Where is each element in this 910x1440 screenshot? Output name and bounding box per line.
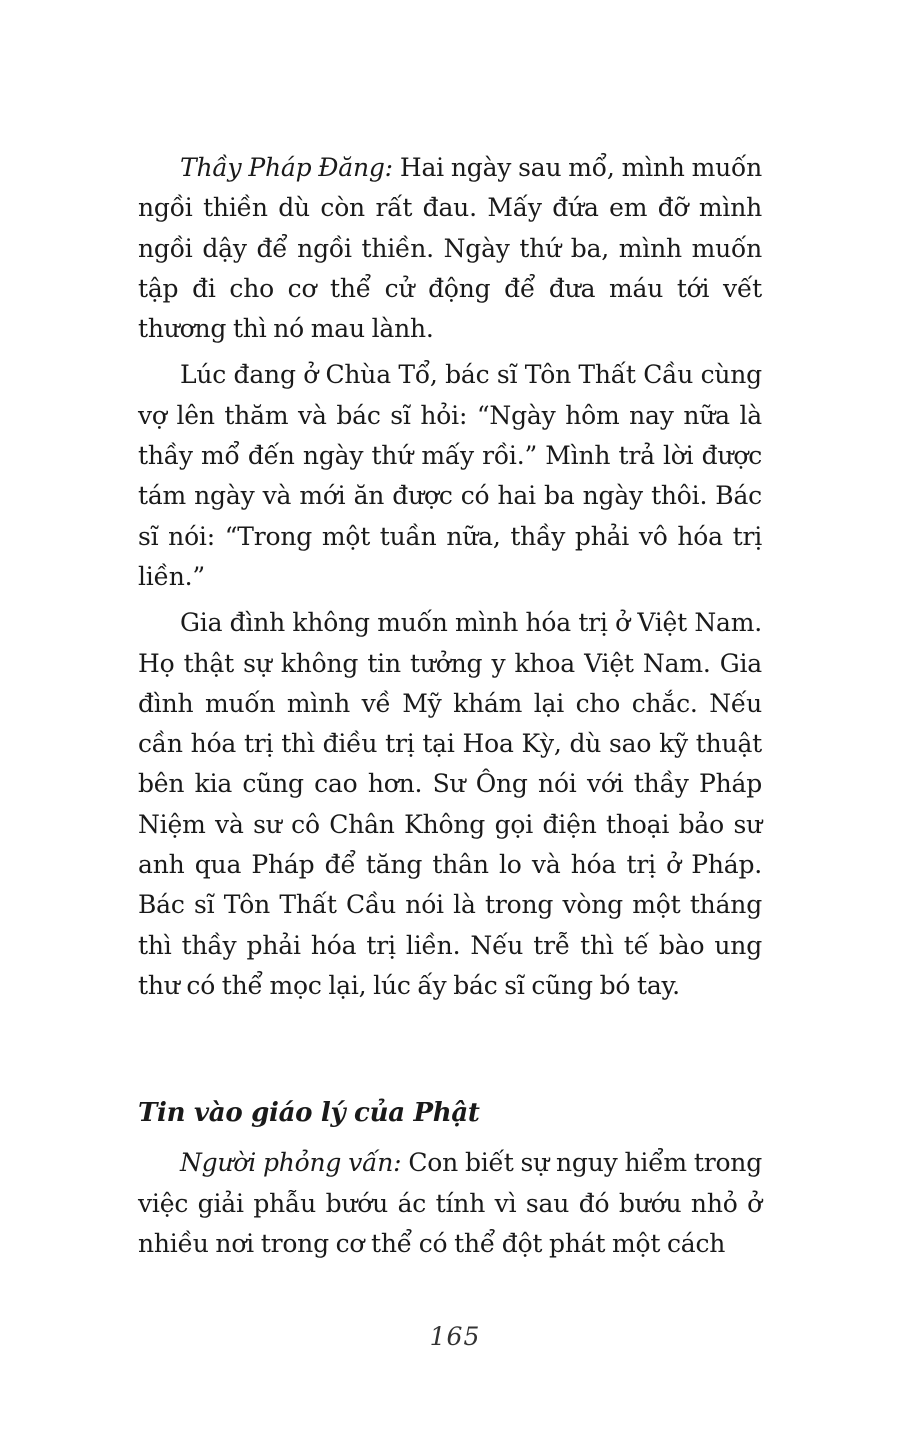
paragraph-text: Con biết sự nguy hiểm trong việc giải phẫu bướu ác tính vì sau đó bướu nhỏ ở nhiều nơi trong cơ thể có thể đột phát một cách — [138, 1148, 763, 1258]
speaker-label: Thầy Pháp Đăng: — [180, 153, 393, 182]
paragraph-2: Lúc đang ở Chùa Tổ, bác sĩ Tôn Thất Cầu cùng vợ lên thăm và bác sĩ hỏi: “Ngày hôm nay nữa là thầy mổ đến ngày thứ mấy rồi.” Mình trả lời được tám ngày và mới ăn được có hai ba ngày thôi. Bác sĩ nói: “Trong một tuần nữa, thầy phải vô hóa trị liền.” — [138, 360, 762, 591]
paragraph-text: Hai ngày sau mổ, mình muốn ngồi thiền dù còn rất đau. Mấy đứa em đỡ mình ngồi dậy để ngồi thiền. Ngày thứ ba, mình muốn tập đi cho cơ thể cử động để đưa máu tới vết thương thì nó mau lành. — [138, 153, 762, 344]
page-number: 165 — [429, 1322, 481, 1351]
section-heading: Tin vào giáo lý của Phật — [138, 1098, 480, 1129]
speaker-label: Người phỏng vấn: — [180, 1148, 402, 1178]
page-body — [138, 148, 762, 1264]
paragraph-3: Gia đình không muốn mình hóa trị ở Việt Nam. Họ thật sự không tin tưởng y khoa Việt Nam. Gia đình muốn mình về Mỹ khám lại cho chắc. Nếu cần hóa trị thì điều trị tại Hoa Kỳ, dù sao kỹ thuật bên kia cũng cao hơn. Sư Ông nói với thầy Pháp Niệm và sư cô Chân Không gọi điện thoại bảo sư anh qua Pháp để tăng thân lo và hóa trị ở Pháp. Bác sĩ Tôn Thất Cầu nói là trong vòng một tháng thì thầy phải hóa trị liền. Nếu trễ thì tế bào ung thư có thể mọc lại, lúc ấy bác sĩ cũng bó tay. — [138, 608, 762, 1000]
paragraph-1 — [138, 148, 762, 349]
paragraph-4 — [138, 1143, 762, 1264]
